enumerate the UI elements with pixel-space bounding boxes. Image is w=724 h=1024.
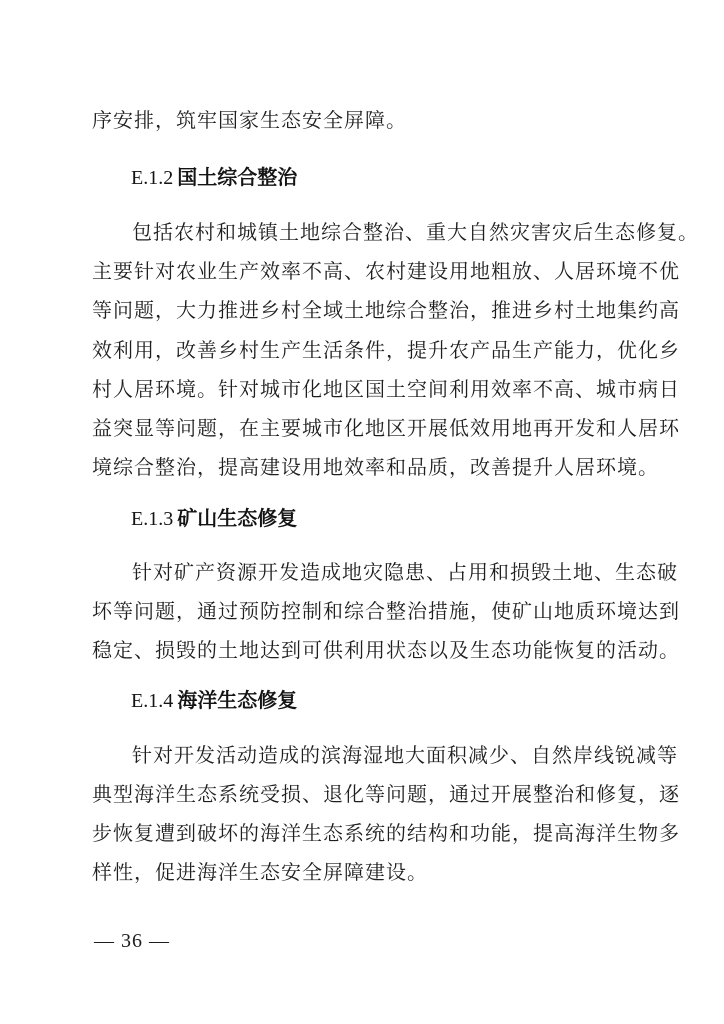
section-heading-e-1-2 xyxy=(131,163,297,192)
paragraph-line: 样性，促进海洋生态安全屏障建设。 xyxy=(92,860,428,884)
paragraph-line: 等问题，大力推进乡村全域土地综合整治，推进乡村土地集约高 xyxy=(92,298,680,322)
section-number: E.1.2 xyxy=(131,167,174,189)
paragraph-line: 针对矿产资源开发造成地灾隐患、占用和损毁土地、生态破 xyxy=(132,560,678,584)
paragraph-line: 村人居环境。针对城市化地区国土空间利用效率不高、城市病日 xyxy=(92,377,680,401)
page-number: — 36 — xyxy=(94,930,170,952)
section-title: 矿山生态修复 xyxy=(177,506,298,530)
section-heading-e-1-3 xyxy=(131,504,297,533)
paragraph-line: 坏等问题，通过预防控制和综合整治措施，使矿山地质环境达到 xyxy=(92,599,680,623)
section-title: 海洋生态修复 xyxy=(177,688,298,712)
intro-line: 序安排，筑牢国家生态安全屏障。 xyxy=(92,108,407,132)
paragraph-line: 针对开发活动造成的滨海湿地大面积减少、自然岸线锐减等 xyxy=(132,743,678,767)
paragraph-line: 稳定、损毁的土地达到可供利用状态以及生态功能恢复的活动。 xyxy=(92,638,680,662)
section-number: E.1.4 xyxy=(131,690,174,712)
paragraph-line: 典型海洋生态系统受损、退化等问题，通过开展整治和修复，逐 xyxy=(92,782,680,806)
paragraph-line: 效利用，改善乡村生产生活条件，提升农产品生产能力，优化乡 xyxy=(92,338,680,362)
paragraph-line: 境综合整治，提高建设用地效率和品质，改善提升人居环境。 xyxy=(92,455,659,479)
section-number: E.1.3 xyxy=(131,508,174,530)
paragraph-line: 益突显等问题，在主要城市化地区开展低效用地再开发和人居环 xyxy=(92,416,680,440)
paragraph-line: 包括农村和城镇土地综合整治、重大自然灾害灾后生态修复。 xyxy=(132,220,699,244)
section-title: 国土综合整治 xyxy=(177,165,298,189)
section-heading-e-1-4 xyxy=(131,686,297,715)
paragraph-line: 步恢复遭到破坏的海洋生态系统的结构和功能，提高海洋生物多 xyxy=(92,821,680,845)
paragraph-line: 主要针对农业生产效率不高、农村建设用地粗放、人居环境不优 xyxy=(92,259,680,283)
